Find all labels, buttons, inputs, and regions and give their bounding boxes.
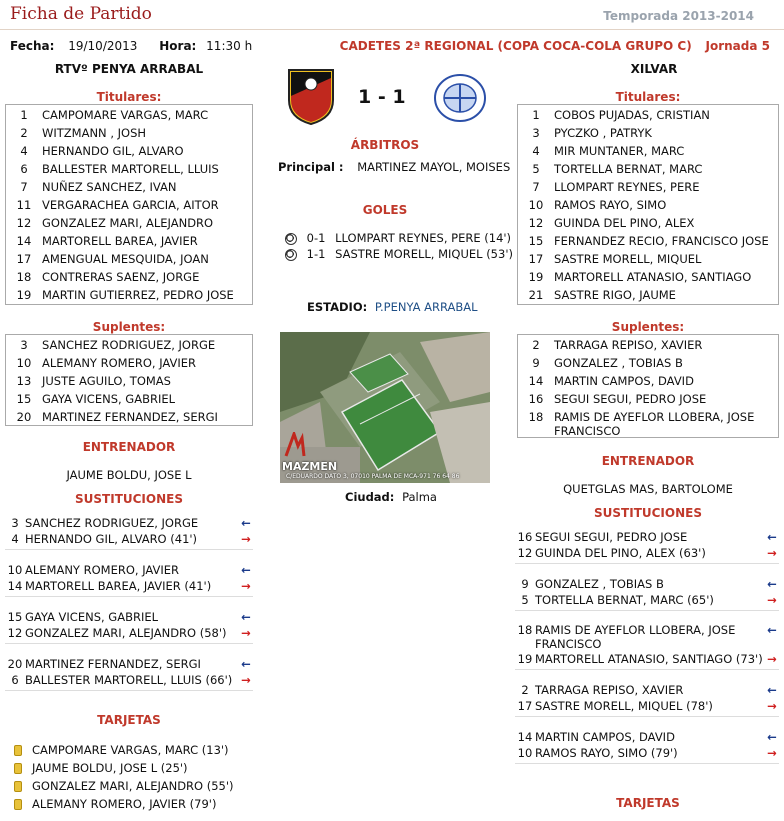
substitution-line [5,578,253,594]
player-row [6,390,252,408]
header-divider [0,29,784,30]
season-label: Temporada 2013-2014 [603,9,754,23]
stadium-photo [280,332,490,483]
player-row [518,268,778,286]
player-row [6,106,252,124]
substitution-group [5,515,253,550]
player-name[interactable]: RAMOS RAYO, SIMO [554,198,667,212]
competition-name: CADETES 2ª REGIONAL (COPA COCA-COLA GRUPO C) [339,39,692,53]
player-name[interactable]: VERGARACHEA GARCIA, AITOR [42,198,219,212]
player-row [6,372,252,390]
arrow-right-icon: → [767,652,777,666]
arrow-left-icon: ← [241,610,251,624]
player-row [518,336,778,354]
player-number: 10 [528,198,544,212]
substitution-number: 6 [11,673,19,687]
player-number: 15 [528,234,544,248]
substitution-number: 5 [521,593,529,607]
substitution-line [515,682,779,698]
substitution-line [5,609,253,625]
substitution-line [5,515,253,531]
player-name[interactable]: TORTELLA BERNAT, MARC [554,162,703,176]
yellow-card-icon [14,763,22,774]
away-subs-heading: Suplentes: [611,320,685,334]
player-row [518,214,778,232]
substitution-number: 3 [11,516,19,530]
player-name[interactable]: MARTORELL BAREA, JAVIER [42,234,198,248]
player-number: 4 [20,144,28,158]
goal-entry: 0-1 LLOMPART REYNES, PERE (14') [285,230,513,246]
substitution-player[interactable]: TARRAGA REPISO, XAVIER [535,683,684,697]
player-name[interactable]: CONTRERAS SAENZ, JORGE [42,270,200,284]
player-name[interactable]: SASTRE RIGO, JAUME [554,288,676,302]
arrow-left-icon: ← [241,563,251,577]
mazmen-logo-icon [284,432,304,458]
home-subs-list [5,334,253,426]
home-cards-list [14,741,234,813]
player-number: 2 [532,338,540,352]
away-team-name: XILVAR [630,62,678,76]
arrow-left-icon: ← [767,623,777,637]
player-name[interactable]: MARTORELL ATANASIO, SANTIAGO [554,270,752,284]
player-row [518,106,778,124]
card-player: ALEMANY ROMERO, JAVIER (79') [32,797,217,811]
player-number: 15 [16,392,32,406]
substitution-number: 10 [517,746,533,760]
substitution-group [515,682,779,717]
player-row [518,196,778,214]
ball-icon [285,233,297,245]
home-substitutions-list [5,515,253,703]
substitution-line [5,656,253,672]
player-number: 14 [528,374,544,388]
player-number: 16 [528,392,544,406]
substitution-group [5,562,253,597]
substitution-player[interactable]: ALEMANY ROMERO, JAVIER [25,563,180,577]
card-player: GONZALEZ MARI, ALEJANDRO (55') [32,779,234,793]
player-row [518,286,778,304]
page-title: Ficha de Partido [10,4,152,24]
substitution-number: 14 [517,730,533,744]
referees-heading: ÁRBITROS [350,138,420,152]
player-name[interactable]: GUINDA DEL PINO, ALEX [554,216,695,230]
player-name[interactable]: ALEMANY ROMERO, JAVIER [42,356,197,370]
city-name: Palma [402,490,437,504]
player-row [518,372,778,390]
player-number: 7 [532,180,540,194]
substitution-group [515,729,779,764]
player-number: 1 [532,108,540,122]
competition-info [340,39,770,53]
player-row [6,160,252,178]
jornada: Jornada 5 [705,39,770,53]
player-row [518,178,778,196]
player-row [518,390,778,408]
away-crest-icon [432,72,488,124]
substitution-group [515,576,779,611]
player-row [6,214,252,232]
card-player: JAUME BOLDU, JOSE L (25') [32,761,188,775]
stadium-link[interactable]: P.PENYA ARRABAL [374,300,478,314]
substitution-number: 14 [7,579,23,593]
player-name[interactable]: MARTIN GUTIERREZ, PEDRO JOSE [42,288,234,302]
substitution-group [515,623,779,670]
player-number: 19 [528,270,544,284]
player-name[interactable]: RAMIS DE AYEFLOR LLOBERA, JOSE FRANCISCO [554,410,755,438]
yellow-card-icon [14,799,22,810]
player-number: 6 [20,162,28,176]
away-starters-heading: Titulares: [615,90,681,104]
home-substitutions-heading: SUSTITUCIONES [75,492,183,506]
substitution-line [515,545,779,561]
player-row [6,124,252,142]
home-starters-heading: Titulares: [96,90,162,104]
substitution-line [515,623,779,651]
substitution-player[interactable]: GONZALEZ , TOBIAS B [535,577,664,591]
player-name[interactable]: MIR MUNTANER, MARC [554,144,685,158]
arrow-left-icon: ← [767,577,777,591]
away-coach-heading: ENTRENADOR [601,454,695,468]
card-entry [14,777,234,795]
stadium-row: ESTADIO: P.PENYA ARRABAL [307,300,478,314]
player-number: 17 [16,252,32,266]
substitution-player[interactable]: GONZALEZ MARI, ALEJANDRO (58') [25,626,227,640]
player-number: 3 [20,338,28,352]
substitution-player[interactable]: BALLESTER MARTORELL, LLUIS (66') [25,673,233,687]
match-date: Fecha: 19/10/2013 Hora: 11:30 h [10,39,253,53]
player-row [518,408,778,442]
player-row [6,142,252,160]
home-crest-icon [285,66,337,126]
card-player: CAMPOMARE VARGAS, MARC (13') [32,743,229,757]
substitution-number: 9 [521,577,529,591]
player-number: 18 [16,270,32,284]
referee-name: MARTINEZ MAYOL, MOISES [357,160,511,174]
substitution-number: 17 [517,699,533,713]
player-name[interactable]: AMENGUAL MESQUIDA, JOAN [42,252,209,266]
player-number: 3 [532,126,540,140]
arrow-right-icon: → [241,626,251,640]
arrow-right-icon: → [241,579,251,593]
substitution-line [515,651,779,667]
goals-list [285,230,513,262]
player-name[interactable]: HERNANDO GIL, ALVARO [42,144,184,158]
substitution-number: 16 [517,530,533,544]
player-number: 11 [16,198,32,212]
player-number: 12 [16,216,32,230]
substitution-player[interactable]: SANCHEZ RODRIGUEZ, JORGE [25,516,199,530]
player-row [6,250,252,268]
substitution-player[interactable]: HERNANDO GIL, ALVARO (41') [25,532,198,546]
yellow-card-icon [14,745,22,756]
substitution-player[interactable]: MARTINEZ FERNANDEZ, SERGI [25,657,201,671]
away-cards-heading: TARJETAS [616,796,680,810]
player-row [6,232,252,250]
player-number: 20 [16,410,32,424]
player-name[interactable]: SASTRE MORELL, MIQUEL [554,252,702,266]
player-name[interactable]: TARRAGA REPISO, XAVIER [554,338,703,352]
player-row [6,196,252,214]
away-substitutions-list [515,529,779,776]
player-row [6,354,252,372]
away-substitutions-heading: SUSTITUCIONES [594,506,702,520]
substitution-line [515,529,779,545]
substitution-line [515,729,779,745]
player-name[interactable]: GONZALEZ , TOBIAS B [554,356,683,370]
player-name[interactable]: JUSTE AGUILO, TOMAS [42,374,171,388]
arrow-left-icon: ← [241,657,251,671]
photo-brand: MAZMEN [282,460,338,473]
player-number: 12 [528,216,544,230]
player-number: 17 [528,252,544,266]
arrow-left-icon: ← [767,530,777,544]
player-row [518,232,778,250]
player-name[interactable]: BALLESTER MARTORELL, LLUIS [42,162,219,176]
player-number: 4 [532,144,540,158]
substitution-group [5,656,253,691]
substitution-line [5,562,253,578]
substitution-line [515,576,779,592]
player-number: 13 [16,374,32,388]
substitution-number: 19 [517,652,533,666]
substitution-player[interactable]: GUINDA DEL PINO, ALEX (63') [535,546,706,560]
arrow-right-icon: → [767,546,777,560]
card-entry [14,741,234,759]
player-number: 10 [16,356,32,370]
away-starters-list [517,104,779,305]
substitution-group [515,529,779,564]
player-row [6,336,252,354]
arrow-right-icon: → [241,532,251,546]
card-entry [14,759,234,777]
substitution-number: 20 [7,657,23,671]
player-name[interactable]: SANCHEZ RODRIGUEZ, JORGE [42,338,216,352]
player-row [6,286,252,304]
player-name[interactable]: LLOMPART REYNES, PERE [554,180,700,194]
substitution-line [5,672,253,688]
substitution-line [5,625,253,641]
player-name[interactable]: FERNANDEZ RECIO, FRANCISCO JOSE [554,234,769,248]
player-number: 18 [528,410,544,424]
substitution-line [515,698,779,714]
player-number: 21 [528,288,544,302]
substitution-number: 15 [7,610,23,624]
referee-row: Principal : MARTINEZ MAYOL, MOISES [278,160,511,174]
yellow-card-icon [14,781,22,792]
player-number: 14 [16,234,32,248]
substitution-player[interactable]: MARTORELL ATANASIO, SANTIAGO (73') [535,652,763,666]
substitution-line [515,745,779,761]
player-name[interactable]: NUÑEZ SANCHEZ, IVAN [42,180,177,194]
score: 1 - 1 [358,86,406,108]
substitution-line [5,531,253,547]
player-name[interactable]: GAYA VICENS, GABRIEL [42,392,176,406]
player-name[interactable]: WITZMANN , JOSH [42,126,147,140]
city-row: Ciudad: Palma [345,490,437,504]
substitution-number: 12 [517,546,533,560]
home-coach-heading: ENTRENADOR [82,440,176,454]
home-starters-list [5,104,253,305]
home-coach-name: JAUME BOLDU, JOSE L [66,468,192,482]
player-number: 9 [532,356,540,370]
substitution-number: 10 [7,563,23,577]
substitution-player[interactable]: MARTORELL BAREA, JAVIER (41') [25,579,212,593]
player-name[interactable]: CAMPOMARE VARGAS, MARC [42,108,209,122]
arrow-left-icon: ← [241,516,251,530]
substitution-number: 4 [11,532,19,546]
player-row [518,124,778,142]
player-name[interactable]: MARTIN CAMPOS, DAVID [554,374,694,388]
player-row [518,354,778,372]
arrow-right-icon: → [767,746,777,760]
player-number: 19 [16,288,32,302]
arrow-right-icon: → [767,699,777,713]
player-number: 5 [532,162,540,176]
substitution-line [515,592,779,608]
substitution-player[interactable]: MARTIN CAMPOS, DAVID [535,730,675,744]
substitution-player[interactable]: RAMOS RAYO, SIMO (79') [535,746,678,760]
card-entry [14,795,234,813]
player-row [518,160,778,178]
substitution-group [5,609,253,644]
arrow-right-icon: → [767,593,777,607]
substitution-player[interactable]: RAMIS DE AYEFLOR LLOBERA, JOSE FRANCISCO [535,623,736,651]
player-name[interactable]: GONZALEZ MARI, ALEJANDRO [42,216,214,230]
player-name[interactable]: PYCZKO , PATRYK [554,126,652,140]
goal-entry: 1-1 SASTRE MORELL, MIQUEL (53') [285,246,513,262]
substitution-number: 2 [521,683,529,697]
home-team-name: RTVº PENYA ARRABAL [54,62,204,76]
arrow-right-icon: → [241,673,251,687]
substitution-player[interactable]: SASTRE MORELL, MIQUEL (78') [535,699,713,713]
player-row [518,142,778,160]
goals-heading: GOLES [362,203,408,217]
player-number: 1 [20,108,28,122]
substitution-number: 18 [517,623,533,637]
player-row [518,250,778,268]
player-row [6,268,252,286]
substitution-player[interactable]: TORTELLA BERNAT, MARC (65') [535,593,714,607]
away-subs-list [517,334,779,438]
photo-caption: C/EDUARDO DATO 3, 07010 PALMA DE MCA-971 76 64 86 [286,473,460,480]
player-name[interactable]: COBOS PUJADAS, CRISTIAN [554,108,710,122]
substitution-player[interactable]: GAYA VICENS, GABRIEL [25,610,159,624]
away-coach-name: QUETGLAS MAS, BARTOLOME [563,482,733,496]
player-name[interactable]: MARTINEZ FERNANDEZ, SERGI [42,410,218,424]
player-number: 7 [20,180,28,194]
home-cards-heading: TARJETAS [97,713,161,727]
home-subs-heading: Suplentes: [92,320,166,334]
arrow-left-icon: ← [767,730,777,744]
arrow-left-icon: ← [767,683,777,697]
player-row [6,408,252,426]
substitution-number: 12 [7,626,23,640]
substitution-player[interactable]: SEGUI SEGUI, PEDRO JOSE [535,530,688,544]
player-name[interactable]: SEGUI SEGUI, PEDRO JOSE [554,392,707,406]
player-number: 2 [20,126,28,140]
player-row [6,178,252,196]
ball-icon [285,249,297,261]
